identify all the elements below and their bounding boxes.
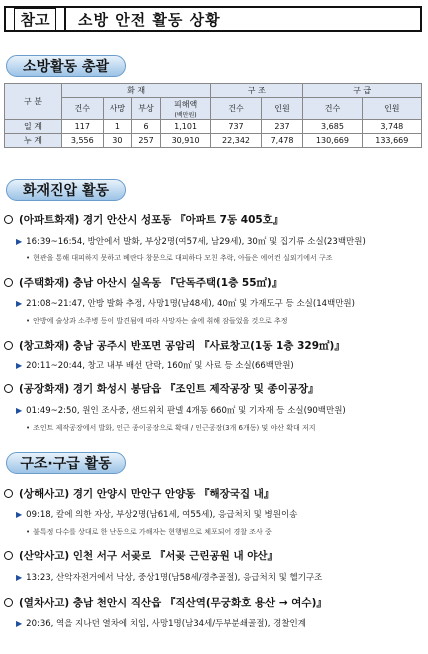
table-cell: 257 — [132, 134, 161, 148]
table-cell: 133,669 — [362, 134, 421, 148]
fire-item-note — [26, 423, 426, 433]
rescue-item-detail — [16, 617, 426, 629]
triangle-right-icon: ▶ — [16, 573, 23, 582]
table-row-label: 누 계 — [5, 134, 62, 148]
table-cell: 1,101 — [160, 120, 210, 134]
triangle-right-icon: ▶ — [16, 299, 23, 308]
table-col-header-unit: (백만원) — [174, 111, 197, 119]
table-row — [5, 120, 422, 134]
fire-item-note — [26, 253, 426, 263]
triangle-right-icon: ▶ — [16, 510, 23, 519]
summary-table — [4, 83, 422, 148]
table-col-header: 사망 — [103, 98, 132, 120]
rescue-item-note — [26, 527, 426, 537]
circle-icon — [4, 551, 13, 560]
dot-icon: • — [26, 317, 31, 325]
table-cell: 130,669 — [303, 134, 362, 148]
fire-item-detail-text: 21:08~21:47, 안방 발화 추정, 사망1명(남48세), 40㎡ 및 가재도구 등 소실(14백만원) — [26, 299, 355, 309]
rescue-item-detail-text: 13:23, 산악자전거에서 낙상, 중상1명(남58세/경추골절), 응급처치 및 헬기구조 — [26, 573, 323, 583]
fire-item-title — [4, 212, 424, 227]
circle-icon — [4, 489, 13, 498]
table-col-header — [160, 98, 210, 120]
table-col-header: 건수 — [211, 98, 261, 120]
table-cell: 737 — [211, 120, 261, 134]
dot-icon: • — [26, 528, 31, 536]
fire-item-detail — [16, 235, 426, 247]
fire-item-title-text: (공장화재) 경기 화성시 봉담읍 『조인트 제작공장 및 종이공장』 — [19, 383, 319, 395]
reference-tag-label: 참고 — [14, 8, 57, 31]
table-cell: 6 — [132, 120, 161, 134]
reference-tag — [6, 8, 66, 30]
fire-item-title-text: (아파트화재) 경기 안산시 성포동 『아파트 7동 405호』 — [19, 214, 284, 226]
fire-item-detail — [16, 297, 426, 309]
table-group-rescue: 구 조 — [211, 84, 303, 98]
table-col-header-text: 피해액 — [173, 99, 198, 109]
table-cell: 1 — [103, 120, 132, 134]
fire-item-title — [4, 275, 424, 290]
fire-item-detail — [16, 359, 426, 371]
section-fire-heading: 화재진압 활동 — [6, 179, 126, 201]
rescue-item-note-text: 불특정 다수를 상대로 한 난동으로 가해자는 현행범으로 체포되어 경찰 조사 중 — [33, 528, 272, 536]
fire-item-note-text: 현관을 통해 대피하지 못하고 베란다 창문으로 대피하다 모친 추락, 아들은 에어컨 실외기에서 구조 — [33, 254, 333, 262]
dot-icon: • — [26, 254, 31, 262]
fire-item-detail — [16, 404, 426, 416]
fire-item-title — [4, 381, 424, 396]
table-cell: 117 — [62, 120, 104, 134]
circle-icon — [4, 598, 13, 607]
table-group-fire: 화 재 — [62, 84, 211, 98]
dot-icon: • — [26, 424, 31, 432]
triangle-right-icon: ▶ — [16, 361, 23, 370]
rescue-item-title-text: (상해사고) 경기 안양시 만안구 안양동 『해장국집 내』 — [19, 488, 275, 500]
rescue-item-detail — [16, 571, 426, 583]
fire-item-note-text: 안방에 술상과 소주병 등이 발견됨에 따라 사망자는 술에 취해 잠들었을 것으로 추정 — [33, 317, 288, 325]
circle-icon — [4, 215, 13, 224]
rescue-item-title — [4, 486, 424, 501]
table-col-header: 인원 — [261, 98, 303, 120]
rescue-item-title-text: (산악사고) 인천 서구 서곶로 『서곶 근린공원 내 야산』 — [19, 550, 279, 562]
circle-icon — [4, 384, 13, 393]
table-cell: 30 — [103, 134, 132, 148]
circle-icon — [4, 278, 13, 287]
fire-item-title-text: (창고화재) 충남 공주시 반포면 공암리 『사료창고(1동 1층 329㎡)』 — [19, 340, 345, 352]
table-row-label: 일 계 — [5, 120, 62, 134]
rescue-item-title — [4, 595, 424, 610]
section-rescue-heading: 구조·구급 활동 — [6, 452, 126, 474]
table-row — [5, 134, 422, 148]
section-summary-heading: 소방활동 총괄 — [6, 55, 126, 77]
table-cell: 237 — [261, 120, 303, 134]
table-cell: 22,342 — [211, 134, 261, 148]
page-title: 소방 안전 활동 상황 — [78, 10, 221, 29]
fire-item-detail-text: 16:39~16:54, 방안에서 발화, 부상2명(여57세, 남29세), 30㎡ 및 집기류 소실(23백만원) — [26, 237, 366, 247]
rescue-item-title — [4, 548, 424, 563]
table-cell: 3,685 — [303, 120, 362, 134]
table-cell: 7,478 — [261, 134, 303, 148]
table-col-header: 건수 — [62, 98, 104, 120]
table-col-header: 부상 — [132, 98, 161, 120]
table-col-header: 건수 — [303, 98, 362, 120]
table-col-header: 인원 — [362, 98, 421, 120]
rescue-item-detail-text: 09:18, 칼에 의한 자상, 부상2명(남61세, 여55세), 응급처치 및 병원이송 — [26, 510, 298, 520]
rescue-item-detail-text: 20:36, 역을 지나던 열차에 치임, 사망1명(남34세/두부분쇄골절), 경찰인계 — [26, 619, 306, 629]
rescue-item-title-text: (열차사고) 충남 천안시 직산읍 『직산역(무궁화호 용산 → 여수)』 — [19, 597, 327, 609]
triangle-right-icon: ▶ — [16, 237, 23, 246]
table-cell: 3,556 — [62, 134, 104, 148]
table-cell: 30,910 — [160, 134, 210, 148]
page-header — [4, 6, 422, 32]
circle-icon — [4, 341, 13, 350]
table-cell: 3,748 — [362, 120, 421, 134]
triangle-right-icon: ▶ — [16, 619, 23, 628]
fire-item-title — [4, 338, 424, 353]
rescue-item-detail — [16, 508, 426, 520]
triangle-right-icon: ▶ — [16, 406, 23, 415]
table-group-ems: 구 급 — [303, 84, 422, 98]
fire-item-detail-text: 20:11~20:44, 창고 내부 배선 단락, 160㎡ 및 사료 등 소실(66백만원) — [26, 361, 294, 371]
fire-item-note — [26, 316, 426, 326]
table-row-header: 구 분 — [5, 84, 62, 120]
fire-item-note-text: 조인트 제작공장에서 발화, 인근 종이공장으로 확대 / 인근공장(3개 6개동) 및 야산 확대 저지 — [33, 424, 316, 432]
fire-item-title-text: (주택화재) 충남 아산시 실옥동 『단독주택(1층 55㎡)』 — [19, 277, 283, 289]
fire-item-detail-text: 01:49~2:50, 원인 조사중, 샌드위치 판넬 4개동 660㎡ 및 기자재 등 소실(90백만원) — [26, 406, 346, 416]
